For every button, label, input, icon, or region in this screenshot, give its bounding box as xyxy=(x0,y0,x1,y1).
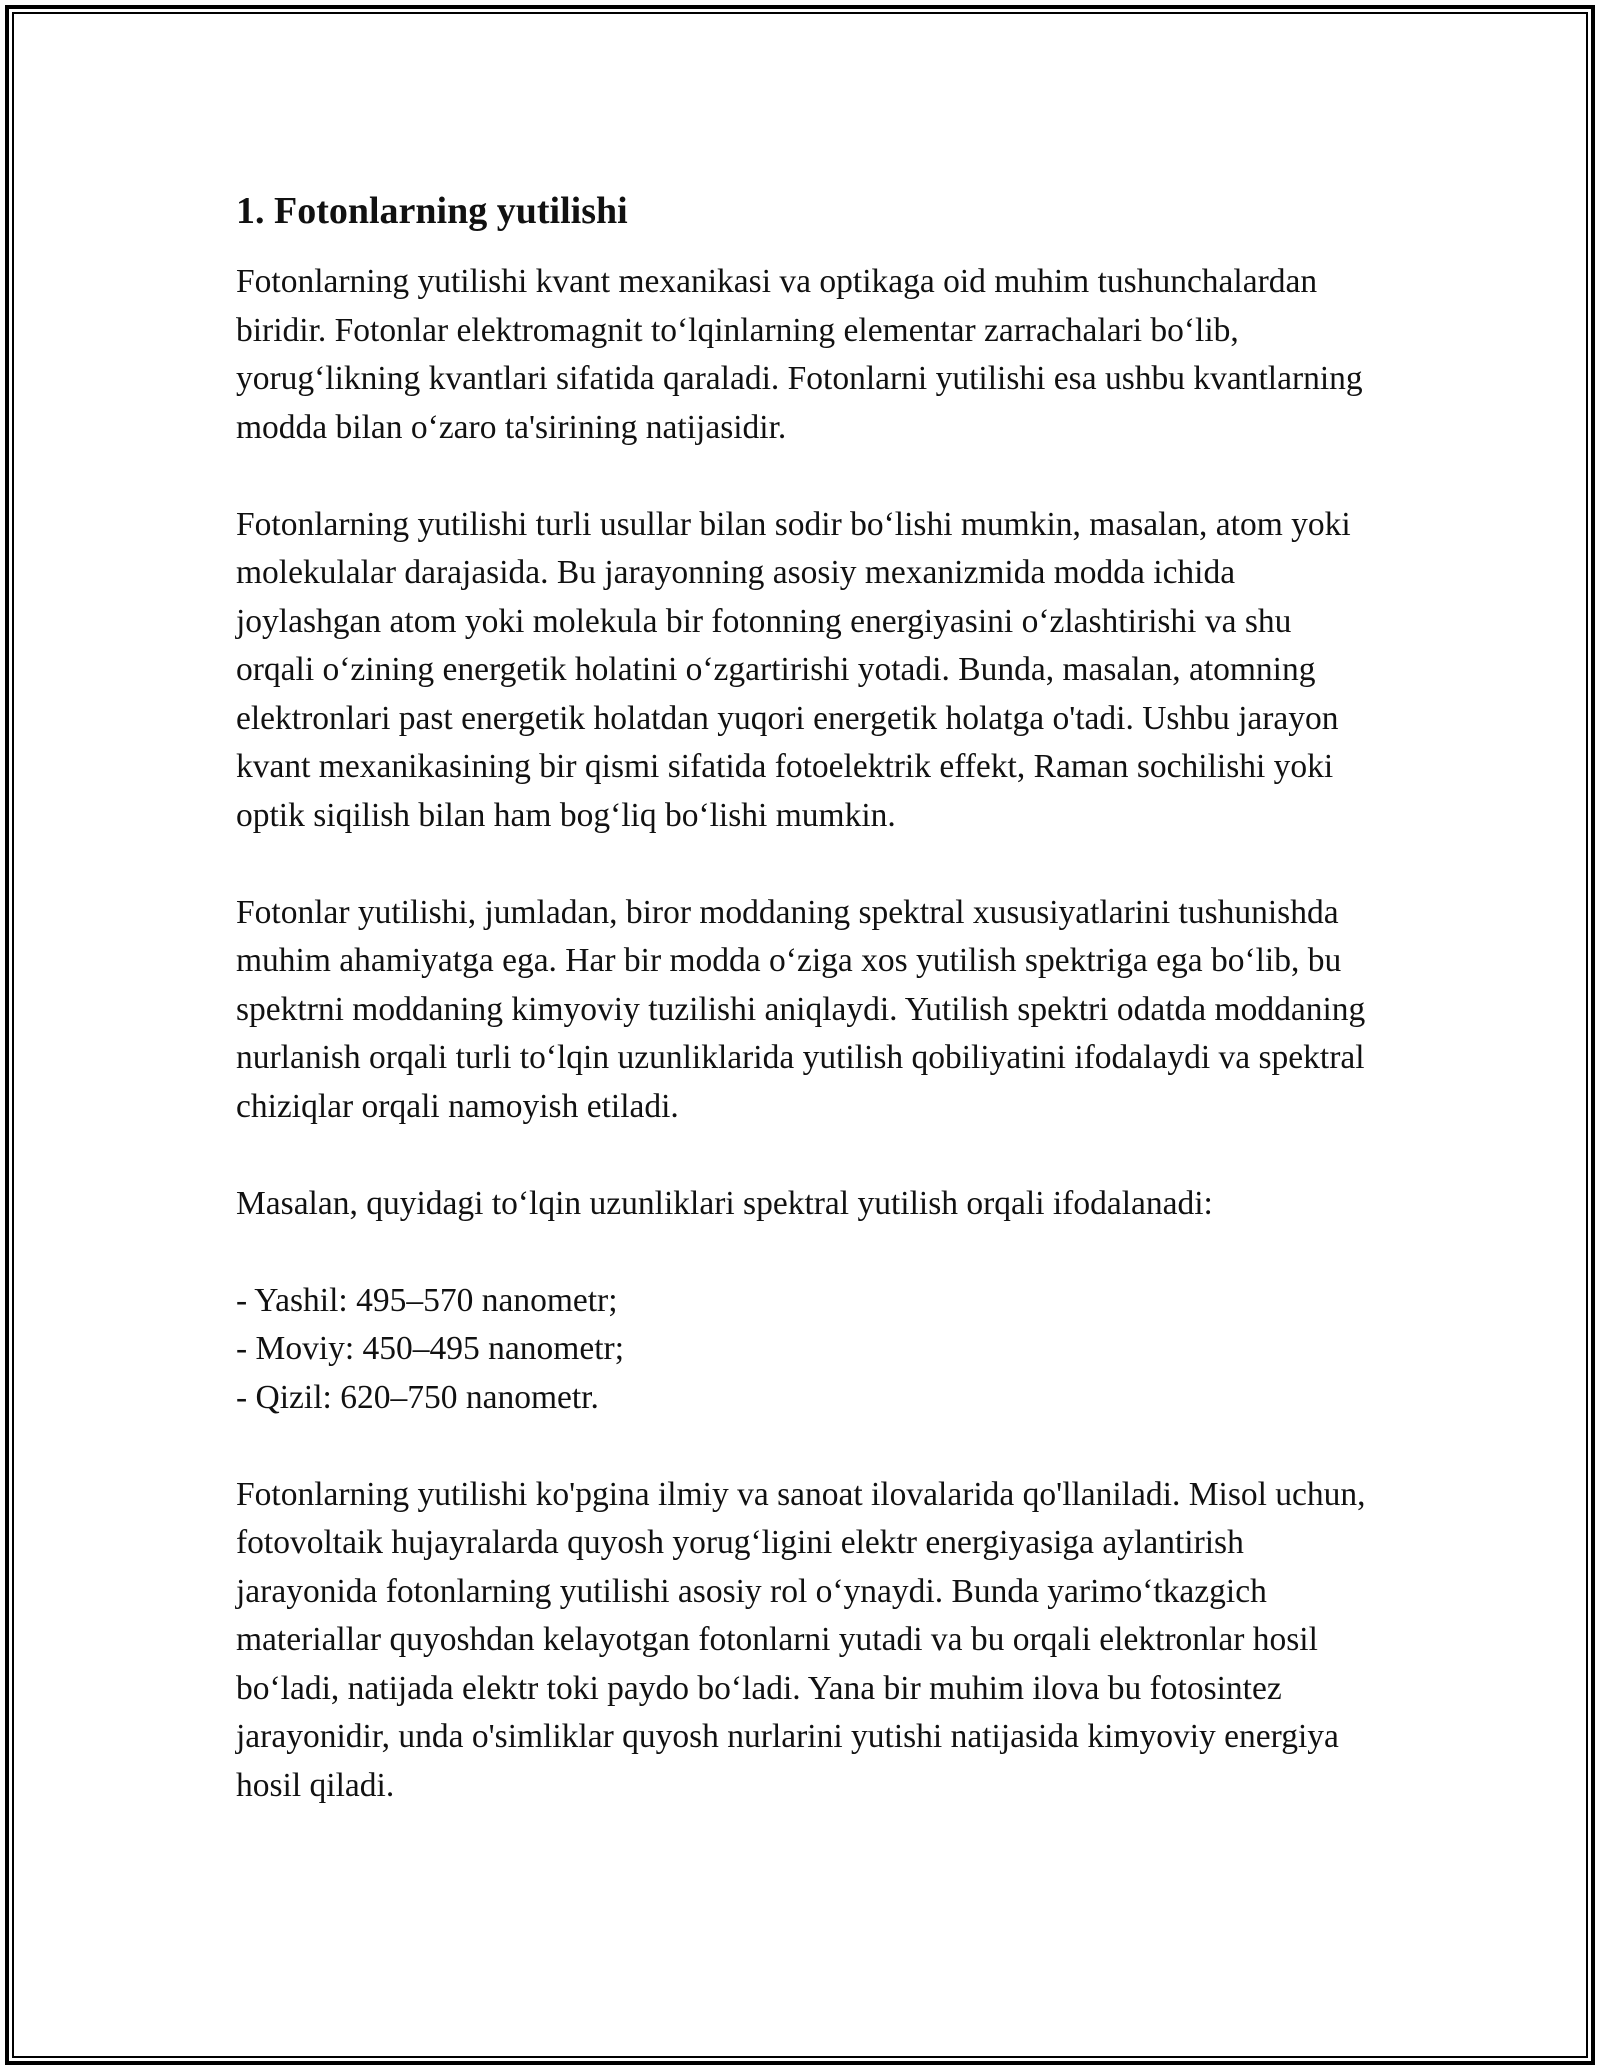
paragraph-intro: Fotonlarning yutilishi kvant mexanikasi va optikaga oid muhim tushunchalardan biridir. Fotonlar elektromagnit to‘lqinlarning elementar zarrachalari bo‘lib, yorug‘likning kvantlari sifatida qaraladi. Fotonlarni yutilishi esa ushbu kvantlarning modda bilan o‘zaro ta'sirining natijasidir. xyxy=(236,263,1363,446)
document-body xyxy=(236,186,1376,1859)
list-item: - Yashil: 495–570 nanometr; xyxy=(236,1281,618,1319)
section-heading: 1. Fotonlarning yutilishi xyxy=(236,190,628,232)
paragraph-example-intro: Masalan, quyidagi to‘lqin uzunliklari spektral yutilish orqali ifodalanadi: xyxy=(236,1184,1213,1222)
wavelength-list xyxy=(236,1277,1376,1423)
paragraph-mechanism: Fotonlarning yutilishi turli usullar bilan sodir bo‘lishi mumkin, masalan, atom yoki molekulalar darajasida. Bu jarayonning asosiy mexanizmida modda ichida joylashgan atom yoki molekula bir fotonning energiyasini o‘zlashtirishi va shu orqali o‘zining energetik holatini o‘zgartirishi yotadi. Bunda, masalan, atomning elektronlari past energetik holatdan yuqori energetik holatga o'tadi. Ushbu jarayon kvant mexanikasining bir qismi sifatida fotoelektrik effekt, Raman sochilishi yoki optik siqilish bilan ham bog‘liq bo‘lishi mumkin. xyxy=(236,505,1351,834)
list-item: - Qizil: 620–750 nanometr. xyxy=(236,1378,599,1416)
paragraph-applications: Fotonlarning yutilishi ko'pgina ilmiy va sanoat ilovalarida qo'llaniladi. Misol uchun, fotovoltaik hujayralarda quyosh yorug‘ligini elektr energiyasiga aylantirish jarayonida fotonlarning yutilishi asosiy rol o‘ynaydi. Bunda yarimo‘tkazgich materiallar quyoshdan kelayotgan fotonlarni yutadi va bu orqali elektronlar hosil bo‘ladi, natijada elektr toki paydo bo‘ladi. Yana bir muhim ilova bu fotosintez jarayonidir, unda o'simliklar quyosh nurlarini yutishi natijasida kimyoviy energiya hosil qiladi. xyxy=(236,1475,1366,1804)
paragraph-spectral: Fotonlar yutilishi, jumladan, biror moddaning spektral xususiyatlarini tushunishda muhim ahamiyatga ega. Har bir modda o‘ziga xos yutilish spektriga ega bo‘lib, bu spektrni moddaning kimyoviy tuzilishi aniqlaydi. Yutilish spektri odatda moddaning nurlanish orqali turli to‘lqin uzunliklarida yutilish qobiliyatini ifodalaydi va spektral chiziqlar orqali namoyish etiladi. xyxy=(236,893,1366,1125)
list-item: - Moviy: 450–495 nanometr; xyxy=(236,1330,624,1367)
